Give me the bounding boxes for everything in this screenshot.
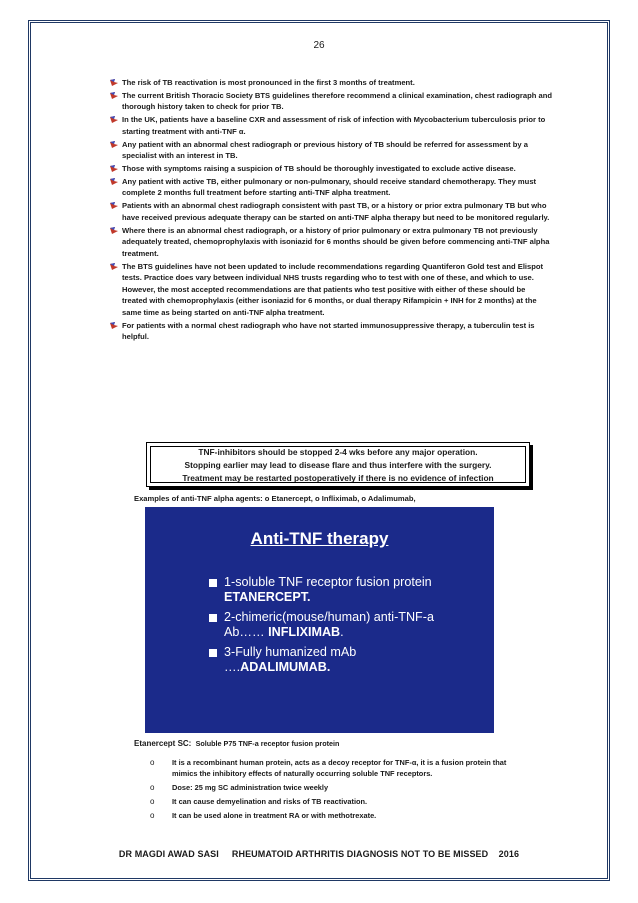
etanercept-points xyxy=(150,757,530,824)
list-item: Where there is an abnormal chest radiograph, or a history of prior pulmonary or extra pulmonary TB not previously adequately treated, chemoprophylaxis with isoniazid for 6 months should be given before commencing anti-TNF alpha treatment. xyxy=(112,225,552,260)
flag-bullet-icon xyxy=(110,202,118,209)
warning-line-1: TNF-inhibitors should be stopped 2-4 wks before any major operation. xyxy=(198,447,478,457)
flag-bullet-icon xyxy=(110,322,118,329)
slide-title: Anti-TNF therapy xyxy=(250,529,389,548)
circle-bullet-icon: o xyxy=(150,758,155,767)
anti-tnf-slide-image xyxy=(145,507,494,733)
flag-bullet-icon xyxy=(110,165,118,172)
page-footer: DR MAGDI AWAD SASI RHEUMATOID ARTHRITIS DIAGNOSIS NOT TO BE MISSED 2016 xyxy=(118,849,520,859)
slide-list-item: 1-soluble TNF receptor fusion protein ETANERCEPT. xyxy=(209,575,434,605)
page-number: 26 xyxy=(313,40,325,51)
circle-bullet-icon: o xyxy=(150,797,155,807)
warning-box-inner-border xyxy=(150,446,526,483)
list-item: Those with symptoms raising a suspicion of TB should be thoroughly investigated to exclude active disease. xyxy=(112,163,552,175)
examples-caption: Examples of anti-TNF alpha agents: o Etanercept, o Infliximab, o Adalimumab, xyxy=(134,494,416,503)
circle-bullet-icon: o xyxy=(150,783,155,793)
list-item: Any patient with active TB, either pulmonary or non-pulmonary, should receive standard chemotherapy. They must complete 2 months full treatment before starting anti-TNF alpha treatment. xyxy=(112,176,552,199)
slide-list-item: 3-Fully humanized mAb ….ADALIMUMAB. xyxy=(209,645,434,675)
tb-guidance-list xyxy=(112,77,552,344)
etanercept-subheading: Soluble P75 TNF-a receptor fusion protein xyxy=(195,739,340,748)
flag-bullet-icon xyxy=(110,92,118,99)
list-item: The risk of TB reactivation is most pronounced in the first 3 months of treatment. xyxy=(112,77,552,89)
square-bullet-icon xyxy=(209,649,217,657)
list-item: o It can be used alone in treatment RA or with methotrexate. xyxy=(150,811,377,821)
list-item: o It can cause demyelination and risks of TB reactivation. xyxy=(150,797,368,807)
slide-list xyxy=(209,575,434,680)
list-item: Patients with an abnormal chest radiograph consistent with past TB, or a history or prior extra pulmonary TB but who have received previous adequate therapy can be started on anti-TNF alpha therapy but need to be monitored regularly. xyxy=(112,200,552,223)
flag-bullet-icon xyxy=(110,178,118,185)
warning-line-2: Stopping earlier may lead to disease flare and thus interfere with the surgery. xyxy=(184,460,492,470)
list-item: The current British Thoracic Society BTS guidelines therefore recommend a clinical examination, chest radiograph and thorough history taken to check for prior TB. xyxy=(112,90,552,113)
list-item: In the UK, patients have a baseline CXR and assessment of risk of infection with Mycobacterium tuberculosis prior to starting treatment with anti-TNF α. xyxy=(112,114,552,137)
flag-bullet-icon xyxy=(110,263,118,270)
flag-bullet-icon xyxy=(110,227,118,234)
list-item: Any patient with an abnormal chest radiograph or previous history of TB should be referred for assessment by a specialist with an interest in TB. xyxy=(112,139,552,162)
surgery-warning-box xyxy=(146,442,530,487)
square-bullet-icon xyxy=(209,579,217,587)
etanercept-heading: Etanercept SC: Soluble P75 TNF-a receptor fusion protein xyxy=(134,739,340,748)
circle-bullet-icon: o xyxy=(150,811,155,821)
flag-bullet-icon xyxy=(110,116,118,123)
list-item: The BTS guidelines have not been updated to include recommendations regarding Quantiferon Gold test and Elispot tests. Practice does vary between individual NHS trusts regarding who to test with one of these, and which to use. However, the most accepted recommendations are that patients who test positive with either of these should be treated with chemoprophylaxis (either isoniazid for 6 months, or dual therapy Rifampicin + INH for 2 months) at the same time as being started on anti-TNF alpha treatment. xyxy=(112,261,552,319)
square-bullet-icon xyxy=(209,614,217,622)
flag-bullet-icon xyxy=(110,79,118,86)
flag-bullet-icon xyxy=(110,141,118,148)
warning-line-3: Treatment may be restarted postoperatively if there is no evidence of infection xyxy=(182,473,494,483)
list-item: o It is a recombinant human protein, acts as a decoy receptor for TNF-α, it is a fusion protein that mimics the inhibitory effects of naturally occurring soluble TNF receptors. xyxy=(150,758,507,779)
slide-list-item: 2-chimeric(mouse/human) anti-TNF-a Ab…… INFLIXIMAB. xyxy=(209,610,434,640)
list-item: o Dose: 25 mg SC administration twice weekly xyxy=(150,783,329,793)
list-item: For patients with a normal chest radiograph who have not started immunosuppressive therapy, a tuberculin test is helpful. xyxy=(112,320,552,343)
